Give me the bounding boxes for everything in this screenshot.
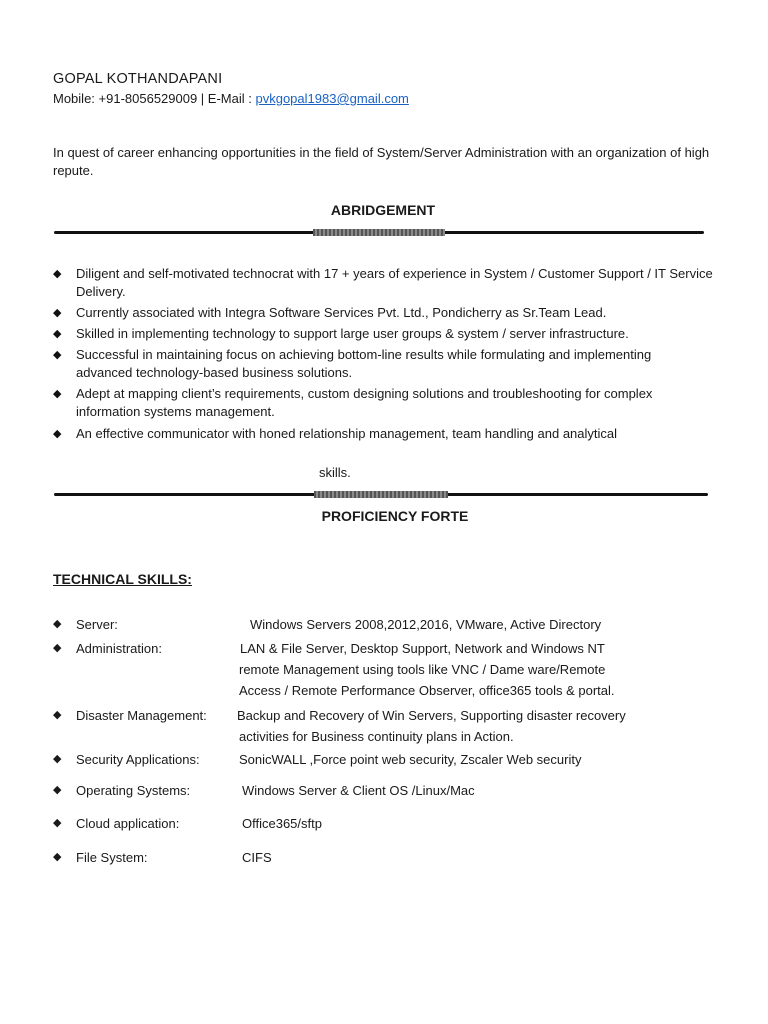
skill-label: Operating Systems: — [76, 783, 191, 798]
objective-text: In quest of career enhancing opportunities in the field of System/Server Administration with an organization of high repute. — [53, 145, 710, 178]
list-item: ◆ Diligent and self-motivated technocrat with 17 + years of experience in System / Customer Support / IT Service Delivery. — [53, 266, 713, 299]
skill-value: remote Management using tools like VNC / Dame ware/Remote — [239, 662, 606, 677]
technical-skills-title: TECHNICAL SKILLS: — [53, 571, 192, 587]
list-item: ◆ Skilled in implementing technology to support large user groups & system / server infrastructure. — [53, 326, 629, 341]
list-item: ◆ Successful in maintaining focus on achieving bottom-line results while formulating and implementing advanced technology-based business solutions. — [53, 347, 652, 380]
diamond-bullet-icon: ◆ — [53, 349, 62, 361]
skill-value: Windows Servers 2008,2012,2016, VMware, Active Directory — [250, 617, 602, 632]
skill-value: Windows Server & Client OS /Linux/Mac — [242, 783, 475, 798]
skill-label: Disaster Management: — [76, 708, 207, 723]
list-item: ◆ Adept at mapping client’s requirements, custom designing solutions and troubleshooting for complex information systems management. — [53, 386, 653, 419]
diamond-bullet-icon: ◆ — [53, 268, 62, 280]
trailing-text: skills. — [319, 465, 351, 480]
email-link[interactable]: pvkgopal1983@gmail.com — [255, 91, 409, 106]
list-item: ◆ Currently associated with Integra Software Services Pvt. Ltd., Pondicherry as Sr.Team Lead. — [53, 305, 607, 320]
skill-label: Cloud application: — [76, 816, 180, 831]
diamond-bullet-icon: ◆ — [53, 388, 62, 400]
skill-value: SonicWALL ,Force point web security, Zscaler Web security — [239, 752, 582, 767]
diamond-bullet-icon: ◆ — [53, 784, 62, 796]
list-item: ◆ An effective communicator with honed relationship management, team handling and analytical — [53, 426, 618, 441]
skill-value: Office365/sftp — [242, 816, 322, 831]
skill-value: Backup and Recovery of Win Servers, Supporting disaster recovery — [237, 708, 626, 723]
diamond-bullet-icon: ◆ — [53, 618, 62, 630]
diamond-bullet-icon: ◆ — [53, 851, 62, 863]
mobile-text: Mobile: +91-8056529009 | E-Mail : — [53, 91, 256, 106]
diamond-bullet-icon: ◆ — [53, 709, 62, 721]
skill-value: activities for Business continuity plans in Action. — [239, 729, 514, 744]
skill-value: LAN & File Server, Desktop Support, Network and Windows NT — [240, 641, 605, 656]
skill-value: Access / Remote Performance Observer, office365 tools & portal. — [239, 683, 615, 698]
skill-label: Security Applications: — [76, 752, 200, 767]
diamond-bullet-icon: ◆ — [53, 307, 62, 319]
contact-line — [53, 91, 409, 106]
section-divider — [54, 493, 708, 496]
diamond-bullet-icon: ◆ — [53, 328, 62, 340]
diamond-bullet-icon: ◆ — [53, 753, 62, 765]
candidate-name: GOPAL KOTHANDAPANI — [53, 71, 223, 87]
abridgement-list — [53, 265, 718, 443]
diamond-bullet-icon: ◆ — [53, 642, 62, 654]
diamond-bullet-icon: ◆ — [53, 817, 62, 829]
diamond-bullet-icon: ◆ — [53, 428, 62, 440]
skill-value: CIFS — [242, 850, 272, 865]
skill-label: File System: — [76, 850, 148, 865]
proficiency-heading: PROFICIENCY FORTE — [321, 508, 469, 524]
abridgement-heading: ABRIDGEMENT — [330, 202, 436, 218]
skill-label: Server: — [76, 617, 118, 632]
skill-label: Administration: — [76, 641, 162, 656]
section-divider — [54, 231, 704, 234]
